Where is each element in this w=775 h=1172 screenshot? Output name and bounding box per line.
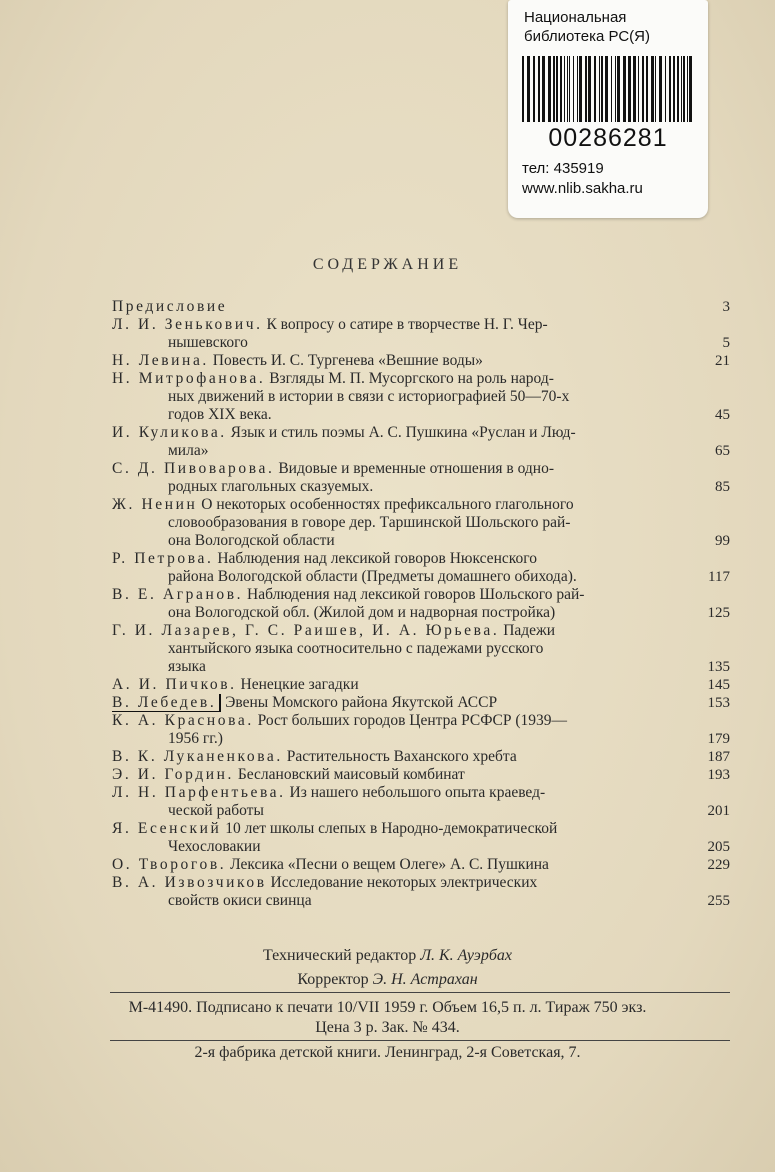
toc-line bbox=[112, 604, 730, 622]
imprint-line2: Цена 3 р. Зак. № 434. bbox=[315, 1019, 460, 1036]
toc-page-number: 5 bbox=[722, 335, 730, 351]
toc-line bbox=[112, 838, 730, 856]
toc-author: Л. Н. Парфентьева. bbox=[112, 784, 286, 801]
toc-entry bbox=[112, 694, 730, 712]
toc-title-text: Растительность Ваханского хребта bbox=[282, 748, 517, 765]
toc-line bbox=[112, 550, 730, 568]
toc-title-text: Падежи bbox=[499, 622, 556, 639]
toc-author: Г. И. Лазарев, Г. С. Раишев, И. А. Юрьева. bbox=[112, 622, 500, 639]
toc-title-text: Рост больших городов Центра РСФСР (1939— bbox=[253, 712, 567, 729]
barcode-bar bbox=[623, 56, 626, 122]
barcode-bar bbox=[677, 56, 679, 122]
proofreader-line bbox=[0, 968, 775, 992]
toc-page-number: 21 bbox=[715, 353, 730, 369]
tech-editor-name: Л. К. Ауэрбах bbox=[420, 947, 512, 964]
toc-line bbox=[112, 712, 730, 730]
library-name-line2: библиотека РС(Я) bbox=[524, 28, 650, 45]
toc-author: В. Е. Агранов. bbox=[112, 586, 244, 603]
toc-line bbox=[112, 532, 730, 550]
library-website: www.nlib.sakha.ru bbox=[522, 180, 643, 197]
toc-title-text: Наблюдения над лексикой говоров Шольского рай- bbox=[243, 586, 585, 603]
barcode-bar bbox=[560, 56, 562, 122]
toc-entries bbox=[112, 298, 730, 910]
toc-title-text: мила» bbox=[168, 442, 209, 459]
barcode-bar bbox=[665, 56, 666, 122]
toc-author: В. А. Извозчиков bbox=[112, 874, 267, 891]
toc-page-number: 85 bbox=[715, 479, 730, 495]
toc-entry bbox=[112, 460, 730, 496]
toc-line bbox=[112, 496, 730, 514]
imprint-line1: М-41490. Подписано к печати 10/VII 1959 г. Объем 16,5 п. л. Тираж 750 экз. bbox=[128, 999, 647, 1016]
toc-author: Предисловие bbox=[112, 298, 228, 315]
toc-line bbox=[112, 568, 730, 586]
barcode-bar bbox=[573, 56, 574, 122]
toc-line bbox=[112, 784, 730, 802]
barcode-bar bbox=[617, 56, 620, 122]
toc-line bbox=[112, 442, 730, 460]
toc-author: К. А. Краснова. bbox=[112, 712, 254, 729]
toc-title-text: нышевского bbox=[168, 334, 248, 351]
toc-page-number: 179 bbox=[707, 731, 730, 747]
toc-title-text: Лексика «Песни о вещем Олеге» А. С. Пушкина bbox=[226, 856, 549, 873]
toc-title-text: она Вологодской обл. (Жилой дом и надворная постройка) bbox=[168, 604, 556, 621]
toc-entry bbox=[112, 874, 730, 910]
toc-author: А. И. Пичков. bbox=[112, 676, 237, 693]
library-sticker bbox=[508, 0, 708, 218]
toc-author: Ж. Ненин bbox=[112, 496, 198, 513]
toc-line bbox=[112, 370, 730, 388]
toc-title: СОДЕРЖАНИЕ bbox=[312, 256, 463, 273]
toc-title-text: района Вологодской области (Предметы домашнего обихода). bbox=[168, 568, 577, 585]
barcode-bar bbox=[681, 56, 682, 122]
toc-page-number: 65 bbox=[715, 443, 730, 459]
toc-page-number: 153 bbox=[707, 695, 730, 711]
toc-page-number: 125 bbox=[707, 605, 730, 621]
tech-editor-label: Технический редактор bbox=[263, 947, 417, 964]
toc-entry bbox=[112, 316, 730, 352]
toc-author: С. Д. Пивоварова. bbox=[112, 460, 275, 477]
toc-entry bbox=[112, 352, 730, 370]
barcode-bar bbox=[655, 56, 656, 122]
toc-entry bbox=[112, 550, 730, 586]
toc-line bbox=[112, 748, 730, 766]
divider bbox=[110, 1040, 730, 1041]
toc-line bbox=[112, 316, 730, 334]
toc-line bbox=[112, 856, 730, 874]
toc-entry bbox=[112, 856, 730, 874]
toc-line bbox=[112, 622, 730, 640]
toc-page-number: 193 bbox=[707, 767, 730, 783]
library-phone: тел: 435919 bbox=[522, 160, 604, 177]
toc-title-text: Чехословакии bbox=[168, 838, 261, 855]
barcode-bar bbox=[659, 56, 662, 122]
barcode-number: 00286281 bbox=[548, 124, 668, 152]
proofreader-label: Корректор bbox=[297, 971, 369, 988]
barcode-bar bbox=[601, 56, 603, 122]
toc-author: Л. И. Зенькович. bbox=[112, 316, 263, 333]
barcode-bar bbox=[605, 56, 608, 122]
barcode-bar bbox=[673, 56, 675, 122]
proofreader-name: Э. Н. Астрахан bbox=[372, 971, 478, 988]
toc-page-number: 229 bbox=[707, 857, 730, 873]
imprint bbox=[0, 998, 775, 1038]
toc-title-text: Наблюдения над лексикой говоров Нюксенского bbox=[213, 550, 537, 567]
toc-page-number: 45 bbox=[715, 407, 730, 423]
toc-page-number: 145 bbox=[707, 677, 730, 693]
barcode-bar bbox=[588, 56, 591, 122]
toc-title-text: хантыйского языка соотносительно с падежами русского bbox=[168, 640, 544, 657]
toc-line bbox=[112, 658, 730, 676]
toc-page-number: 187 bbox=[707, 749, 730, 765]
toc-entry bbox=[112, 298, 730, 316]
toc-author: Э. И. Гордин. bbox=[112, 766, 234, 783]
toc-line bbox=[112, 298, 730, 316]
divider bbox=[110, 992, 730, 993]
toc-entry bbox=[112, 820, 730, 856]
toc-title-text: Повесть И. С. Тургенева «Вешние воды» bbox=[208, 352, 483, 369]
toc-title-text: словообразования в говоре дер. Таршинской Шольского рай- bbox=[168, 514, 571, 531]
barcode-bar bbox=[594, 56, 596, 122]
toc-page-number: 201 bbox=[707, 803, 730, 819]
toc-line bbox=[112, 730, 730, 748]
toc-entry bbox=[112, 748, 730, 766]
toc-author: Я. Есенский bbox=[112, 820, 222, 837]
toc-page-number: 255 bbox=[707, 893, 730, 909]
toc-line bbox=[112, 478, 730, 496]
barcode-bar bbox=[615, 56, 616, 122]
barcode-bar bbox=[579, 56, 582, 122]
printer-line: 2-я фабрика детской книги. Ленинград, 2-я Советская, 7. bbox=[194, 1044, 581, 1061]
toc-title-text: Исследование некоторых электрических bbox=[266, 874, 538, 891]
toc-line bbox=[112, 460, 730, 478]
library-name bbox=[524, 8, 650, 46]
toc-entry bbox=[112, 370, 730, 424]
barcode-bar bbox=[538, 56, 540, 122]
toc-title-text: Взгляды М. П. Мусоргского на роль народ- bbox=[265, 370, 554, 387]
toc-entry bbox=[112, 784, 730, 820]
toc-line bbox=[112, 352, 730, 370]
toc-author: Р. Петрова. bbox=[112, 550, 214, 567]
toc-title-text: 1956 гг.) bbox=[168, 730, 223, 747]
barcode-bar bbox=[611, 56, 612, 122]
toc-line bbox=[112, 406, 730, 424]
toc-author: Н. Митрофанова. bbox=[112, 370, 266, 387]
library-name-line1: Национальная bbox=[524, 9, 627, 26]
tech-editor-line bbox=[0, 944, 775, 968]
toc-author: В. Лебедев. bbox=[112, 694, 221, 712]
barcode-bar bbox=[585, 56, 587, 122]
toc-title-text: Видовые и временные отношения в одно- bbox=[274, 460, 554, 477]
toc-line bbox=[112, 694, 730, 712]
barcode-bar bbox=[533, 56, 535, 122]
toc-title-text: годов XIX века. bbox=[168, 406, 272, 423]
toc-title-text: Эвены Момского района Якутской АССР bbox=[221, 694, 498, 711]
barcode-bar bbox=[553, 56, 555, 122]
toc-entry bbox=[112, 586, 730, 622]
barcode-bar bbox=[628, 56, 631, 122]
toc-title-text: О некоторых особенностях префиксального глагольного bbox=[197, 496, 574, 513]
toc-page-number: 135 bbox=[707, 659, 730, 675]
toc-page-number: 3 bbox=[722, 299, 730, 315]
barcode-bar bbox=[569, 56, 570, 122]
barcode-bar bbox=[651, 56, 654, 122]
barcode-bar bbox=[669, 56, 671, 122]
toc-line bbox=[112, 640, 730, 658]
barcode-bar bbox=[683, 56, 685, 122]
toc-line bbox=[112, 514, 730, 532]
toc-line bbox=[112, 802, 730, 820]
toc-title-text: 10 лет школы слепых в Народно-демократической bbox=[221, 820, 558, 837]
toc-line bbox=[112, 424, 730, 442]
barcode-bar bbox=[527, 56, 530, 122]
barcode-bar bbox=[646, 56, 648, 122]
toc-entry bbox=[112, 424, 730, 460]
toc-entry bbox=[112, 766, 730, 784]
barcode-bar bbox=[642, 56, 644, 122]
toc-title-text: языка bbox=[168, 658, 206, 675]
toc-entry bbox=[112, 496, 730, 550]
toc-page-number: 205 bbox=[707, 839, 730, 855]
barcode-bar bbox=[687, 56, 688, 122]
toc-title-text: Язык и стиль поэмы А. С. Пушкина «Руслан и Люд- bbox=[226, 424, 576, 441]
toc-entry bbox=[112, 712, 730, 748]
barcode-bar bbox=[577, 56, 578, 122]
toc-title-text: ческой работы bbox=[168, 802, 264, 819]
toc-title-text: Из нашего небольшого опыта краевед- bbox=[285, 784, 546, 801]
toc-line bbox=[112, 334, 730, 352]
barcode-graphic bbox=[522, 56, 692, 122]
barcode-bar bbox=[638, 56, 639, 122]
toc-author: В. К. Луканенкова. bbox=[112, 748, 283, 765]
toc-title-text: она Вологодской области bbox=[168, 532, 335, 549]
toc-line bbox=[112, 874, 730, 892]
barcode-bar bbox=[548, 56, 551, 122]
barcode-bar bbox=[564, 56, 565, 122]
toc-line bbox=[112, 676, 730, 694]
toc-entry bbox=[112, 622, 730, 676]
barcode-bar bbox=[633, 56, 636, 122]
toc-author: И. Куликова. bbox=[112, 424, 227, 441]
toc-entry bbox=[112, 676, 730, 694]
toc-line bbox=[112, 586, 730, 604]
credits bbox=[0, 944, 775, 992]
barcode-bar bbox=[567, 56, 568, 122]
barcode-bar bbox=[599, 56, 600, 122]
toc-title-text: К вопросу о сатире в творчестве Н. Г. Чер- bbox=[262, 316, 548, 333]
toc-title-text: Беслановский маисовый комбинат bbox=[233, 766, 465, 783]
toc-page-number: 117 bbox=[708, 569, 730, 585]
toc-line bbox=[112, 388, 730, 406]
toc-title-text: ных движений в истории в связи с историографией 50—70-х bbox=[168, 388, 570, 405]
toc-line bbox=[112, 820, 730, 838]
barcode-bar bbox=[542, 56, 545, 122]
toc-author: Н. Левина. bbox=[112, 352, 209, 369]
barcode-bar bbox=[689, 56, 692, 122]
toc-title-text: Ненецкие загадки bbox=[236, 676, 359, 693]
toc-line bbox=[112, 766, 730, 784]
toc-line bbox=[112, 892, 730, 910]
toc-title-text: свойств окиси свинца bbox=[168, 892, 312, 909]
barcode-bar bbox=[556, 56, 558, 122]
toc-author: О. Творогов. bbox=[112, 856, 227, 873]
toc-title-text: родных глагольных сказуемых. bbox=[168, 478, 374, 495]
barcode-bar bbox=[522, 56, 524, 122]
toc-page-number: 99 bbox=[715, 533, 730, 549]
